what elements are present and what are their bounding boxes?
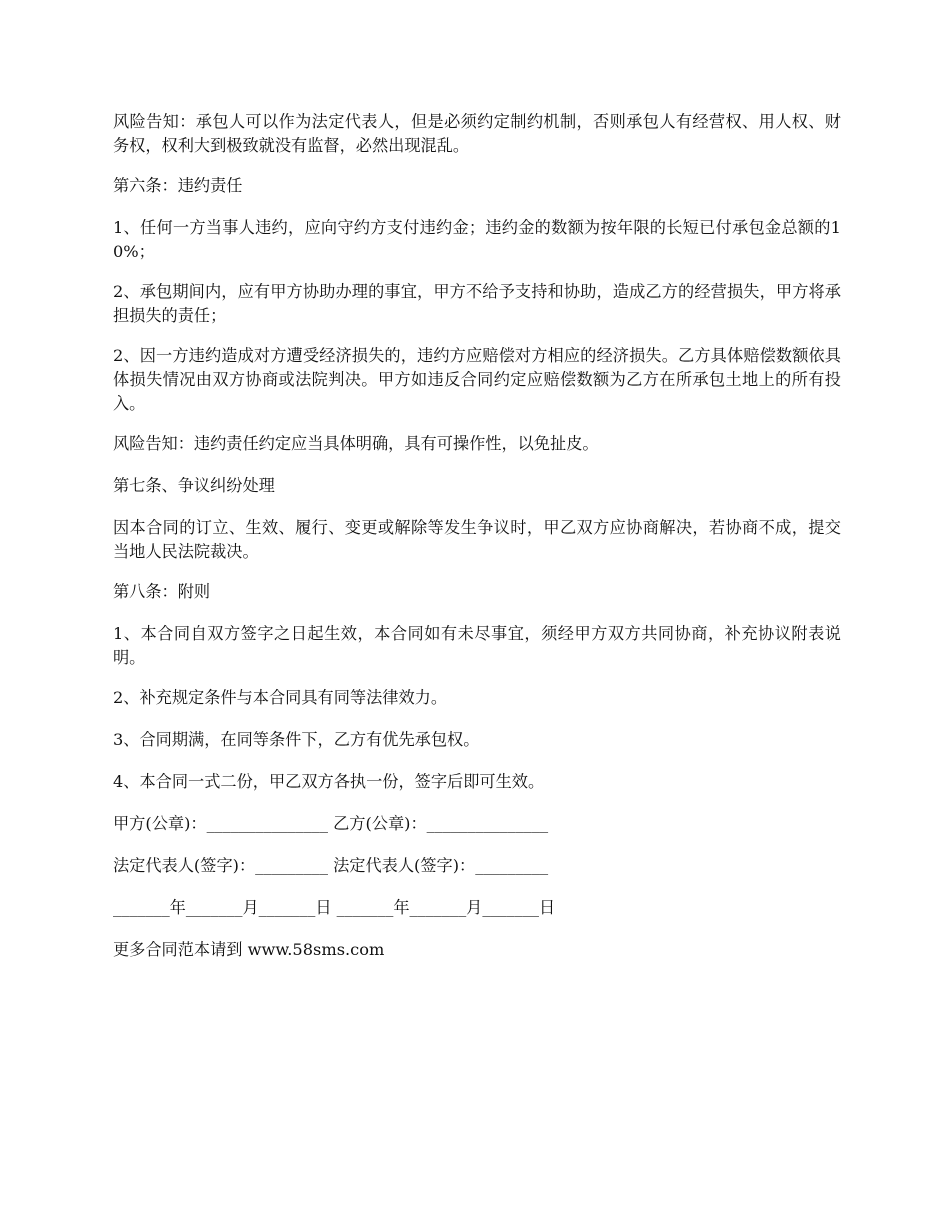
clause-paragraph: 2、补充规定条件与本合同具有同等法律效力。 [113, 688, 448, 707]
risk-notice-paragraph: 风险告知：违约责任约定应当具体明确，具有可操作性，以免扯皮。 [113, 434, 599, 453]
clause-paragraph: 1、任何一方当事人违约，应向守约方支付违约金；违约金的数额为按年限的长短已付承包金总额的10%； [113, 218, 841, 261]
document-body [113, 110, 841, 980]
footer-note: 更多合同范本请到 www.58sms.com [113, 940, 385, 959]
clause-paragraph: 4、本合同一式二份，甲乙双方各执一份，签字后即可生效。 [113, 772, 545, 791]
article-8-heading: 第八条：附则 [113, 582, 211, 601]
article-6-heading: 第六条：违约责任 [113, 176, 243, 195]
clause-paragraph: 3、合同期满，在同等条件下，乙方有优先承包权。 [113, 730, 480, 749]
clause-paragraph: 因本合同的订立、生效、履行、变更或解除等发生争议时，甲乙双方应协商解决，若协商不成，提交当地人民法院裁决。 [113, 518, 841, 561]
seal-signature-line: 甲方(公章)：_______________ 乙方(公章)：_______________ [113, 814, 549, 833]
clause-paragraph: 2、因一方违约造成对方遭受经济损失的，违约方应赔偿对方相应的经济损失。乙方具体赔偿数额依具体损失情况由双方协商或法院判决。甲方如违反合同约定应赔偿数额为乙方在所承包土地上的所有投入。 [113, 346, 841, 413]
risk-notice-paragraph: 风险告知：承包人可以作为法定代表人，但是必须约定制约机制，否则承包人有经营权、用人权、财务权，权利大到极致就没有监督，必然出现混乱。 [113, 112, 841, 155]
clause-paragraph: 2、承包期间内，应有甲方协助办理的事宜，甲方不给予支持和协助，造成乙方的经营损失，甲方将承担损失的责任； [113, 282, 841, 325]
date-line: _______年_______月_______日 _______年_______月_______日 [113, 898, 556, 917]
representative-signature-line: 法定代表人(签字)：_________ 法定代表人(签字)：_________ [113, 856, 549, 875]
article-7-heading: 第七条、争议纠纷处理 [113, 476, 275, 495]
clause-paragraph: 1、本合同自双方签字之日起生效，本合同如有未尽事宜，须经甲方双方共同协商，补充协议附表说明。 [113, 624, 841, 667]
